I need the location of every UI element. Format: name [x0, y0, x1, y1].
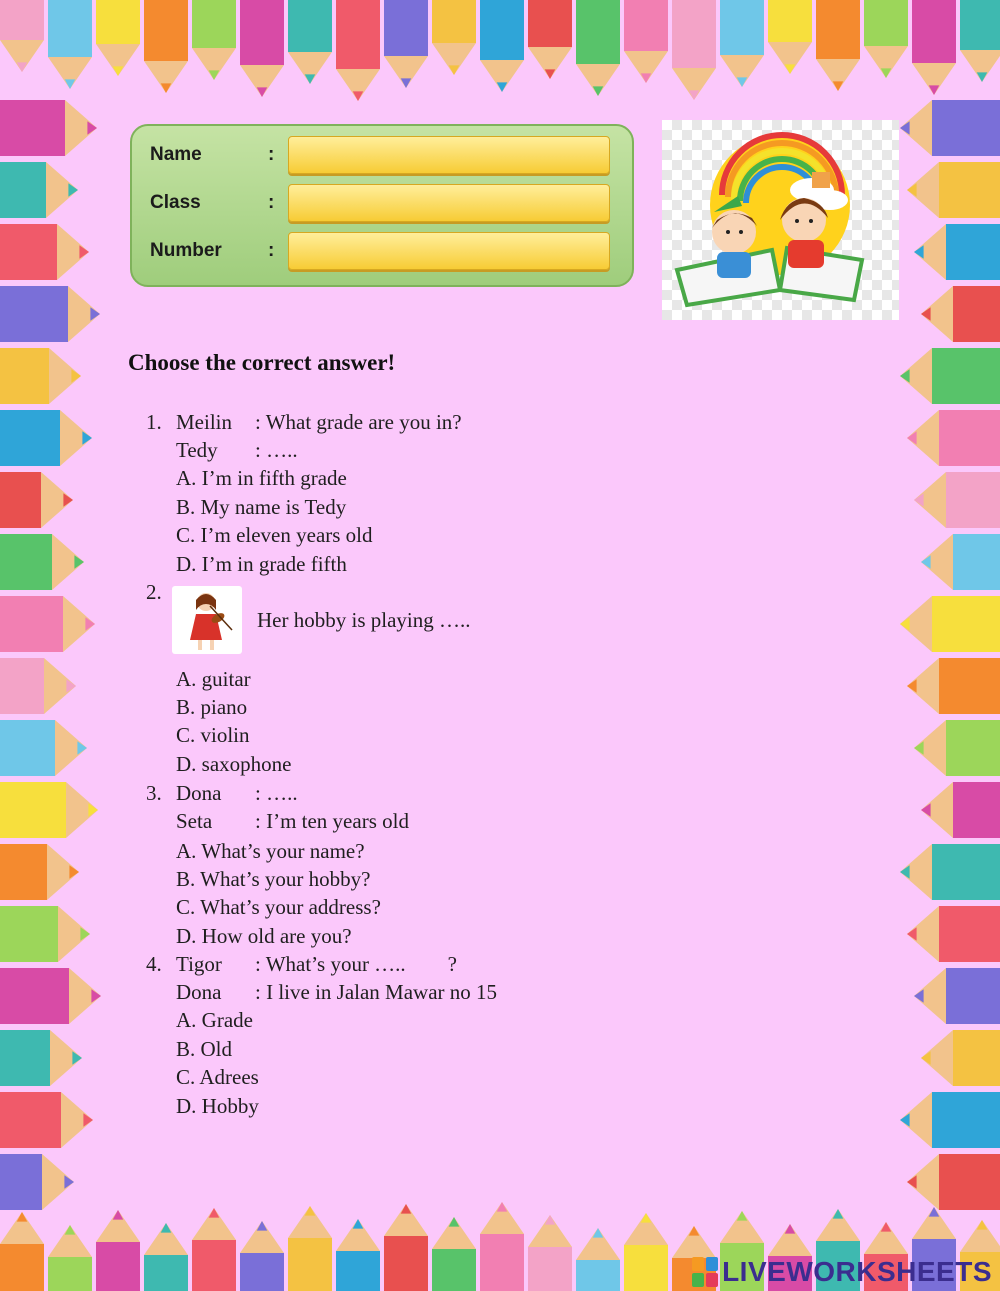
- colored-pencil-icon: [0, 720, 87, 776]
- dialog-line: : What grade are you in?: [255, 410, 462, 434]
- colored-pencil-icon: [0, 224, 89, 280]
- colored-pencil-icon: [576, 0, 620, 96]
- colored-pencil-icon: [0, 472, 73, 528]
- answer-option[interactable]: C. What’s your address?: [176, 895, 381, 919]
- colored-pencil-icon: [624, 1213, 668, 1291]
- question-number: 3.: [146, 781, 162, 805]
- colored-pencil-icon: [384, 1204, 428, 1291]
- colored-pencil-icon: [914, 224, 1000, 280]
- colored-pencil-icon: [384, 0, 428, 88]
- speaker-name: Tedy: [176, 438, 218, 462]
- colored-pencil-icon: [0, 658, 76, 714]
- liveworksheets-logo-icon: [692, 1257, 718, 1287]
- name-input[interactable]: [288, 136, 610, 174]
- colored-pencil-icon: [0, 782, 98, 838]
- answer-option[interactable]: A. What’s your name?: [176, 839, 365, 863]
- kids-reading-picture: [662, 120, 899, 320]
- colored-pencil-icon: [907, 162, 1000, 218]
- colored-pencil-icon: [907, 906, 1000, 962]
- colored-pencil-icon: [907, 410, 1000, 466]
- colored-pencil-icon: [480, 1202, 524, 1291]
- colored-pencil-icon: [288, 0, 332, 84]
- dialog-line: : …..: [255, 781, 298, 805]
- colored-pencil-icon: [921, 286, 1000, 342]
- number-row: [150, 232, 620, 272]
- colored-pencil-icon: [720, 0, 764, 87]
- colored-pencil-icon: [624, 0, 668, 83]
- violin-icon: [172, 586, 242, 654]
- question-number: 1.: [146, 410, 162, 434]
- liveworksheets-text: LIVEWORKSHEETS: [722, 1256, 992, 1287]
- number-colon: :: [268, 240, 275, 261]
- colored-pencil-icon: [914, 472, 1000, 528]
- dialog-line: : I’m ten years old: [255, 809, 409, 833]
- class-row: [150, 184, 620, 224]
- colored-pencil-icon: [144, 0, 188, 93]
- colored-pencil-icon: [432, 0, 476, 75]
- question-number: 2.: [146, 580, 162, 604]
- answer-option[interactable]: B. piano: [176, 695, 248, 719]
- colored-pencil-icon: [0, 906, 90, 962]
- colored-pencil-icon: [576, 1228, 620, 1291]
- answer-option[interactable]: C. I’m eleven years old: [176, 523, 373, 547]
- colored-pencil-icon: [921, 534, 1000, 590]
- colored-pencil-icon: [0, 1092, 93, 1148]
- colored-pencil-icon: [672, 0, 716, 100]
- colored-pencil-icon: [921, 1030, 1000, 1086]
- colored-pencil-icon: [0, 1154, 74, 1210]
- colored-pencil-icon: [192, 0, 236, 80]
- colored-pencil-icon: [0, 410, 92, 466]
- colored-pencil-icon: [432, 1217, 476, 1291]
- answer-option[interactable]: D. I’m in grade fifth: [176, 552, 347, 576]
- colored-pencil-icon: [0, 968, 101, 1024]
- liveworksheets-brand[interactable]: [692, 1255, 992, 1289]
- question-number: 4.: [146, 952, 162, 976]
- kids-reading-rainbow-icon: [662, 120, 899, 320]
- colored-pencil-icon: [0, 596, 95, 652]
- pencil-border-left: [0, 0, 110, 1291]
- colored-pencil-icon: [900, 844, 1000, 900]
- class-label: Class: [150, 192, 201, 213]
- question-prompt: Her hobby is playing …..: [257, 608, 471, 632]
- pencil-border-top: [0, 0, 1000, 110]
- number-label: Number: [150, 240, 222, 261]
- colored-pencil-icon: [480, 0, 524, 92]
- answer-option[interactable]: A. I’m in fifth grade: [176, 466, 347, 490]
- girl-with-violin-picture: [172, 586, 242, 654]
- instruction-heading: Choose the correct answer!: [128, 350, 396, 375]
- class-input[interactable]: [288, 184, 610, 222]
- colored-pencil-icon: [0, 286, 100, 342]
- colored-pencil-icon: [768, 0, 812, 74]
- name-row: [150, 136, 620, 176]
- colored-pencil-icon: [240, 0, 284, 97]
- name-label: Name: [150, 144, 202, 165]
- colored-pencil-icon: [336, 0, 380, 101]
- speaker-name: Meilin: [176, 410, 232, 434]
- colored-pencil-icon: [816, 0, 860, 91]
- answer-option[interactable]: C. Adrees: [176, 1065, 259, 1089]
- colored-pencil-icon: [900, 596, 1000, 652]
- answer-option[interactable]: D. Hobby: [176, 1094, 259, 1118]
- colored-pencil-icon: [900, 100, 1000, 156]
- speaker-name: Dona: [176, 980, 222, 1004]
- colored-pencil-icon: [914, 968, 1000, 1024]
- colored-pencil-icon: [0, 348, 81, 404]
- colored-pencil-icon: [288, 1206, 332, 1291]
- speaker-name: Dona: [176, 781, 222, 805]
- colored-pencil-icon: [336, 1219, 380, 1291]
- number-input[interactable]: [288, 232, 610, 270]
- dialog-line: : I live in Jalan Mawar no 15: [255, 980, 498, 1004]
- colored-pencil-icon: [914, 720, 1000, 776]
- colored-pencil-icon: [528, 1215, 572, 1291]
- speaker-name: Tigor: [176, 952, 222, 976]
- dialog-line: : …..: [255, 438, 298, 462]
- answer-option[interactable]: C. violin: [176, 723, 250, 747]
- colored-pencil-icon: [0, 844, 79, 900]
- colored-pencil-icon: [240, 1221, 284, 1291]
- name-colon: :: [268, 144, 275, 165]
- pencil-border-right: [890, 0, 1000, 1291]
- colored-pencil-icon: [900, 1092, 1000, 1148]
- colored-pencil-icon: [528, 0, 572, 79]
- colored-pencil-icon: [0, 534, 84, 590]
- colored-pencil-icon: [0, 1030, 82, 1086]
- colored-pencil-icon: [0, 162, 78, 218]
- answer-option[interactable]: D. saxophone: [176, 752, 292, 776]
- answer-option[interactable]: A. guitar: [176, 667, 251, 691]
- answer-option[interactable]: D. How old are you?: [176, 924, 352, 948]
- colored-pencil-icon: [907, 658, 1000, 714]
- colored-pencil-icon: [907, 1154, 1000, 1210]
- dialog-line: : What’s your ….. ?: [255, 952, 458, 976]
- class-colon: :: [268, 192, 275, 213]
- answer-option[interactable]: B. My name is Tedy: [176, 495, 347, 519]
- answer-option[interactable]: B. Old: [176, 1037, 233, 1061]
- colored-pencil-icon: [0, 100, 97, 156]
- colored-pencil-icon: [921, 782, 1000, 838]
- speaker-name: Seta: [176, 809, 213, 833]
- colored-pencil-icon: [192, 1208, 236, 1291]
- colored-pencil-icon: [900, 348, 1000, 404]
- answer-option[interactable]: A. Grade: [176, 1008, 253, 1032]
- student-info-panel: [130, 124, 634, 287]
- answer-option[interactable]: B. What’s your hobby?: [176, 867, 371, 891]
- colored-pencil-icon: [144, 1223, 188, 1291]
